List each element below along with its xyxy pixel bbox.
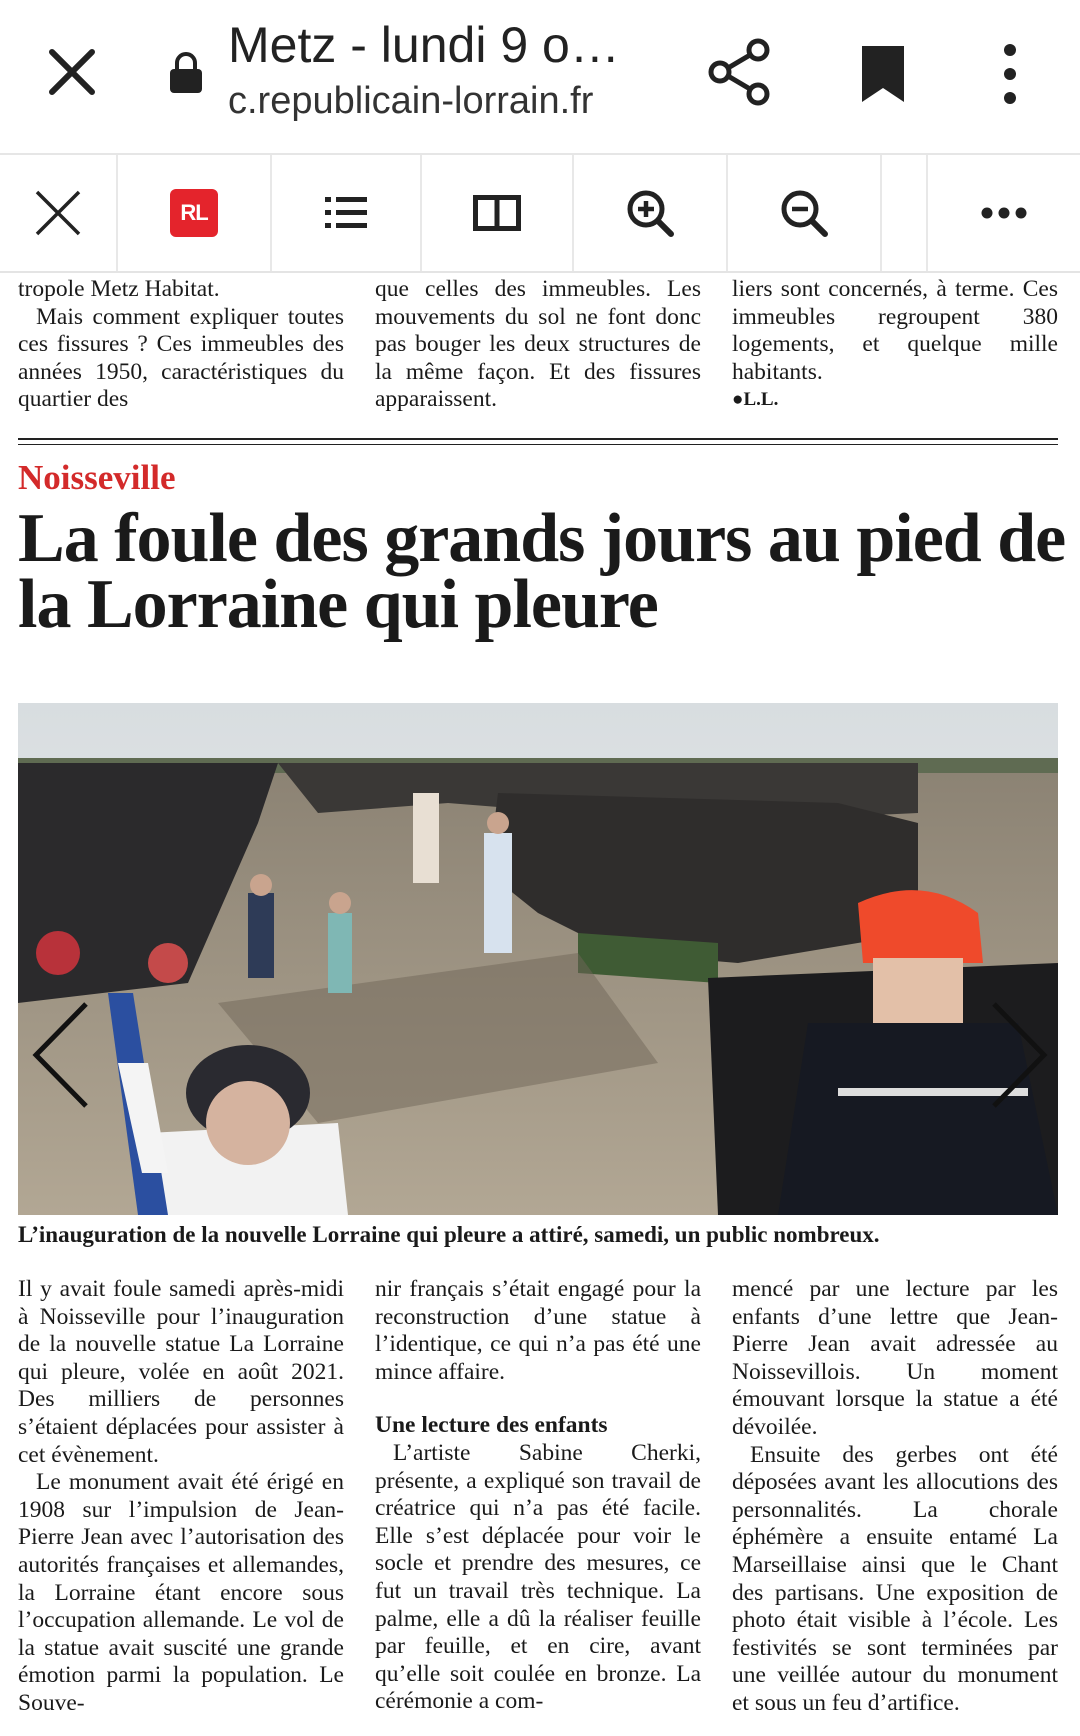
- toolbar-spacer: [882, 155, 928, 271]
- columns-button[interactable]: [422, 155, 574, 271]
- article-col3: [732, 1276, 1058, 1718]
- article-paragraph: nir français s’était engagé pour la reconstruction d’une statue à l’identique, ce qui n’a pas été une mince affaire.: [375, 1276, 701, 1385]
- more-horiz-icon: [981, 207, 1027, 219]
- prev-col3-paragraph: liers sont concernés, à terme. Ces immeubles regroupent 380 logements, et quelque mille habitants.: [732, 276, 1058, 385]
- article-paragraph: mencé par une lecture par les enfants d’une lettre que Jean-Pierre Jean avait adressée au Noissevillois. Un moment émouvant lorsque la statue a été dévoilée.: [732, 1276, 1058, 1440]
- separator-rule: [18, 438, 1058, 440]
- zoom-in-icon: [625, 188, 675, 238]
- reader-toolbar: [0, 155, 1080, 273]
- bookmark-icon[interactable]: [858, 44, 908, 104]
- article-headline: La foule des grands jours au pied de la Lorraine qui pleure: [18, 500, 1066, 643]
- share-icon[interactable]: [706, 38, 774, 106]
- prev-col2-paragraph: que celles des immeubles. Les mouvements du sol ne font donc pas bouger les deux structures de la même façon. Et des fissures apparaissent.: [375, 276, 701, 413]
- signature: ●L.L.: [732, 389, 779, 411]
- prev-col1-paragraph: Mais comment expliquer toutes ces fissures ? Ces immeubles des années 1950, caractéristiques du quartier des: [18, 303, 344, 413]
- article-paragraph: Ensuite des gerbes ont été déposées avant les allocutions des personnalités. La chorale éphémère a ensuite entamé La Marseillaise ainsi que le Chant des partisans. Une exposition de photo était visible à l’école. Les festivités se sont terminées par une veillée autour du monument et sous un feu d’artifice.: [732, 1441, 1058, 1716]
- close-icon: [33, 188, 83, 238]
- article-paragraph: Le monument avait été érigé en 1908 sur l’impulsion de Jean-Pierre Jean avec l’autorisation des autorités françaises et allemandes, la Lorraine étant encore sous l’occupation allemande. Le vol de la statue avait suscité une grande émotion parmi la population. Le Souve-: [18, 1469, 344, 1716]
- separator-rule-thin: [18, 444, 1058, 445]
- photo-caption: L’inauguration de la nouvelle Lorraine qui pleure a attiré, samedi, un public nombreux.: [18, 1222, 880, 1247]
- chevron-right-icon[interactable]: [990, 1000, 1050, 1110]
- close-reader-button[interactable]: [0, 155, 118, 271]
- list-icon: [325, 195, 367, 231]
- zoom-in-button[interactable]: [574, 155, 728, 271]
- tab-title: Metz - lundi 9 o…: [228, 17, 620, 73]
- rl-logo: RL: [170, 189, 218, 237]
- article-photo[interactable]: [18, 703, 1058, 1215]
- prev-article-col3: [732, 276, 1058, 414]
- rl-logo-button[interactable]: [118, 155, 272, 271]
- prev-col1-line: tropole Metz Habitat.: [18, 276, 220, 302]
- browser-top-bar: [0, 0, 1080, 155]
- article-subhead: Une lecture des enfants: [375, 1412, 608, 1439]
- article-paragraph: L’artiste Sabine Cherki, présente, a expliqué son travail de créatrice qui n’a pas été facile. Elle s’est déplacée pour voir le socle et prendre des mesures, ce fut un travail très technique. La palme, elle a dû la réaliser feuille par feuille, et en cire, avant qu’elle soit coulée en bronze. La cérémonie a com-: [375, 1439, 701, 1715]
- chevron-left-icon[interactable]: [30, 1000, 90, 1110]
- article-col1: [18, 1276, 344, 1718]
- zoom-out-icon: [779, 188, 829, 238]
- more-vert-icon[interactable]: [998, 40, 1022, 108]
- prev-article-col2: [375, 276, 701, 414]
- zoom-out-button[interactable]: [728, 155, 882, 271]
- lock-icon: [168, 50, 204, 94]
- close-icon[interactable]: [40, 40, 104, 104]
- article-kicker: Noisseville: [18, 458, 176, 497]
- list-button[interactable]: [272, 155, 422, 271]
- columns-icon: [473, 195, 521, 231]
- prev-article-col1: [18, 276, 344, 414]
- more-options-button[interactable]: [928, 155, 1080, 271]
- article-paragraph: Il y avait foule samedi après-midi à Noisseville pour l’inauguration de la nouvelle statue La Lorraine qui pleure, volée en août 2021. Des milliers de personnes s’étaient déplacées pour assister à cet évènement.: [18, 1276, 344, 1468]
- url-text[interactable]: c.republicain-lorrain.fr: [228, 80, 594, 122]
- article-col2: [375, 1276, 701, 1716]
